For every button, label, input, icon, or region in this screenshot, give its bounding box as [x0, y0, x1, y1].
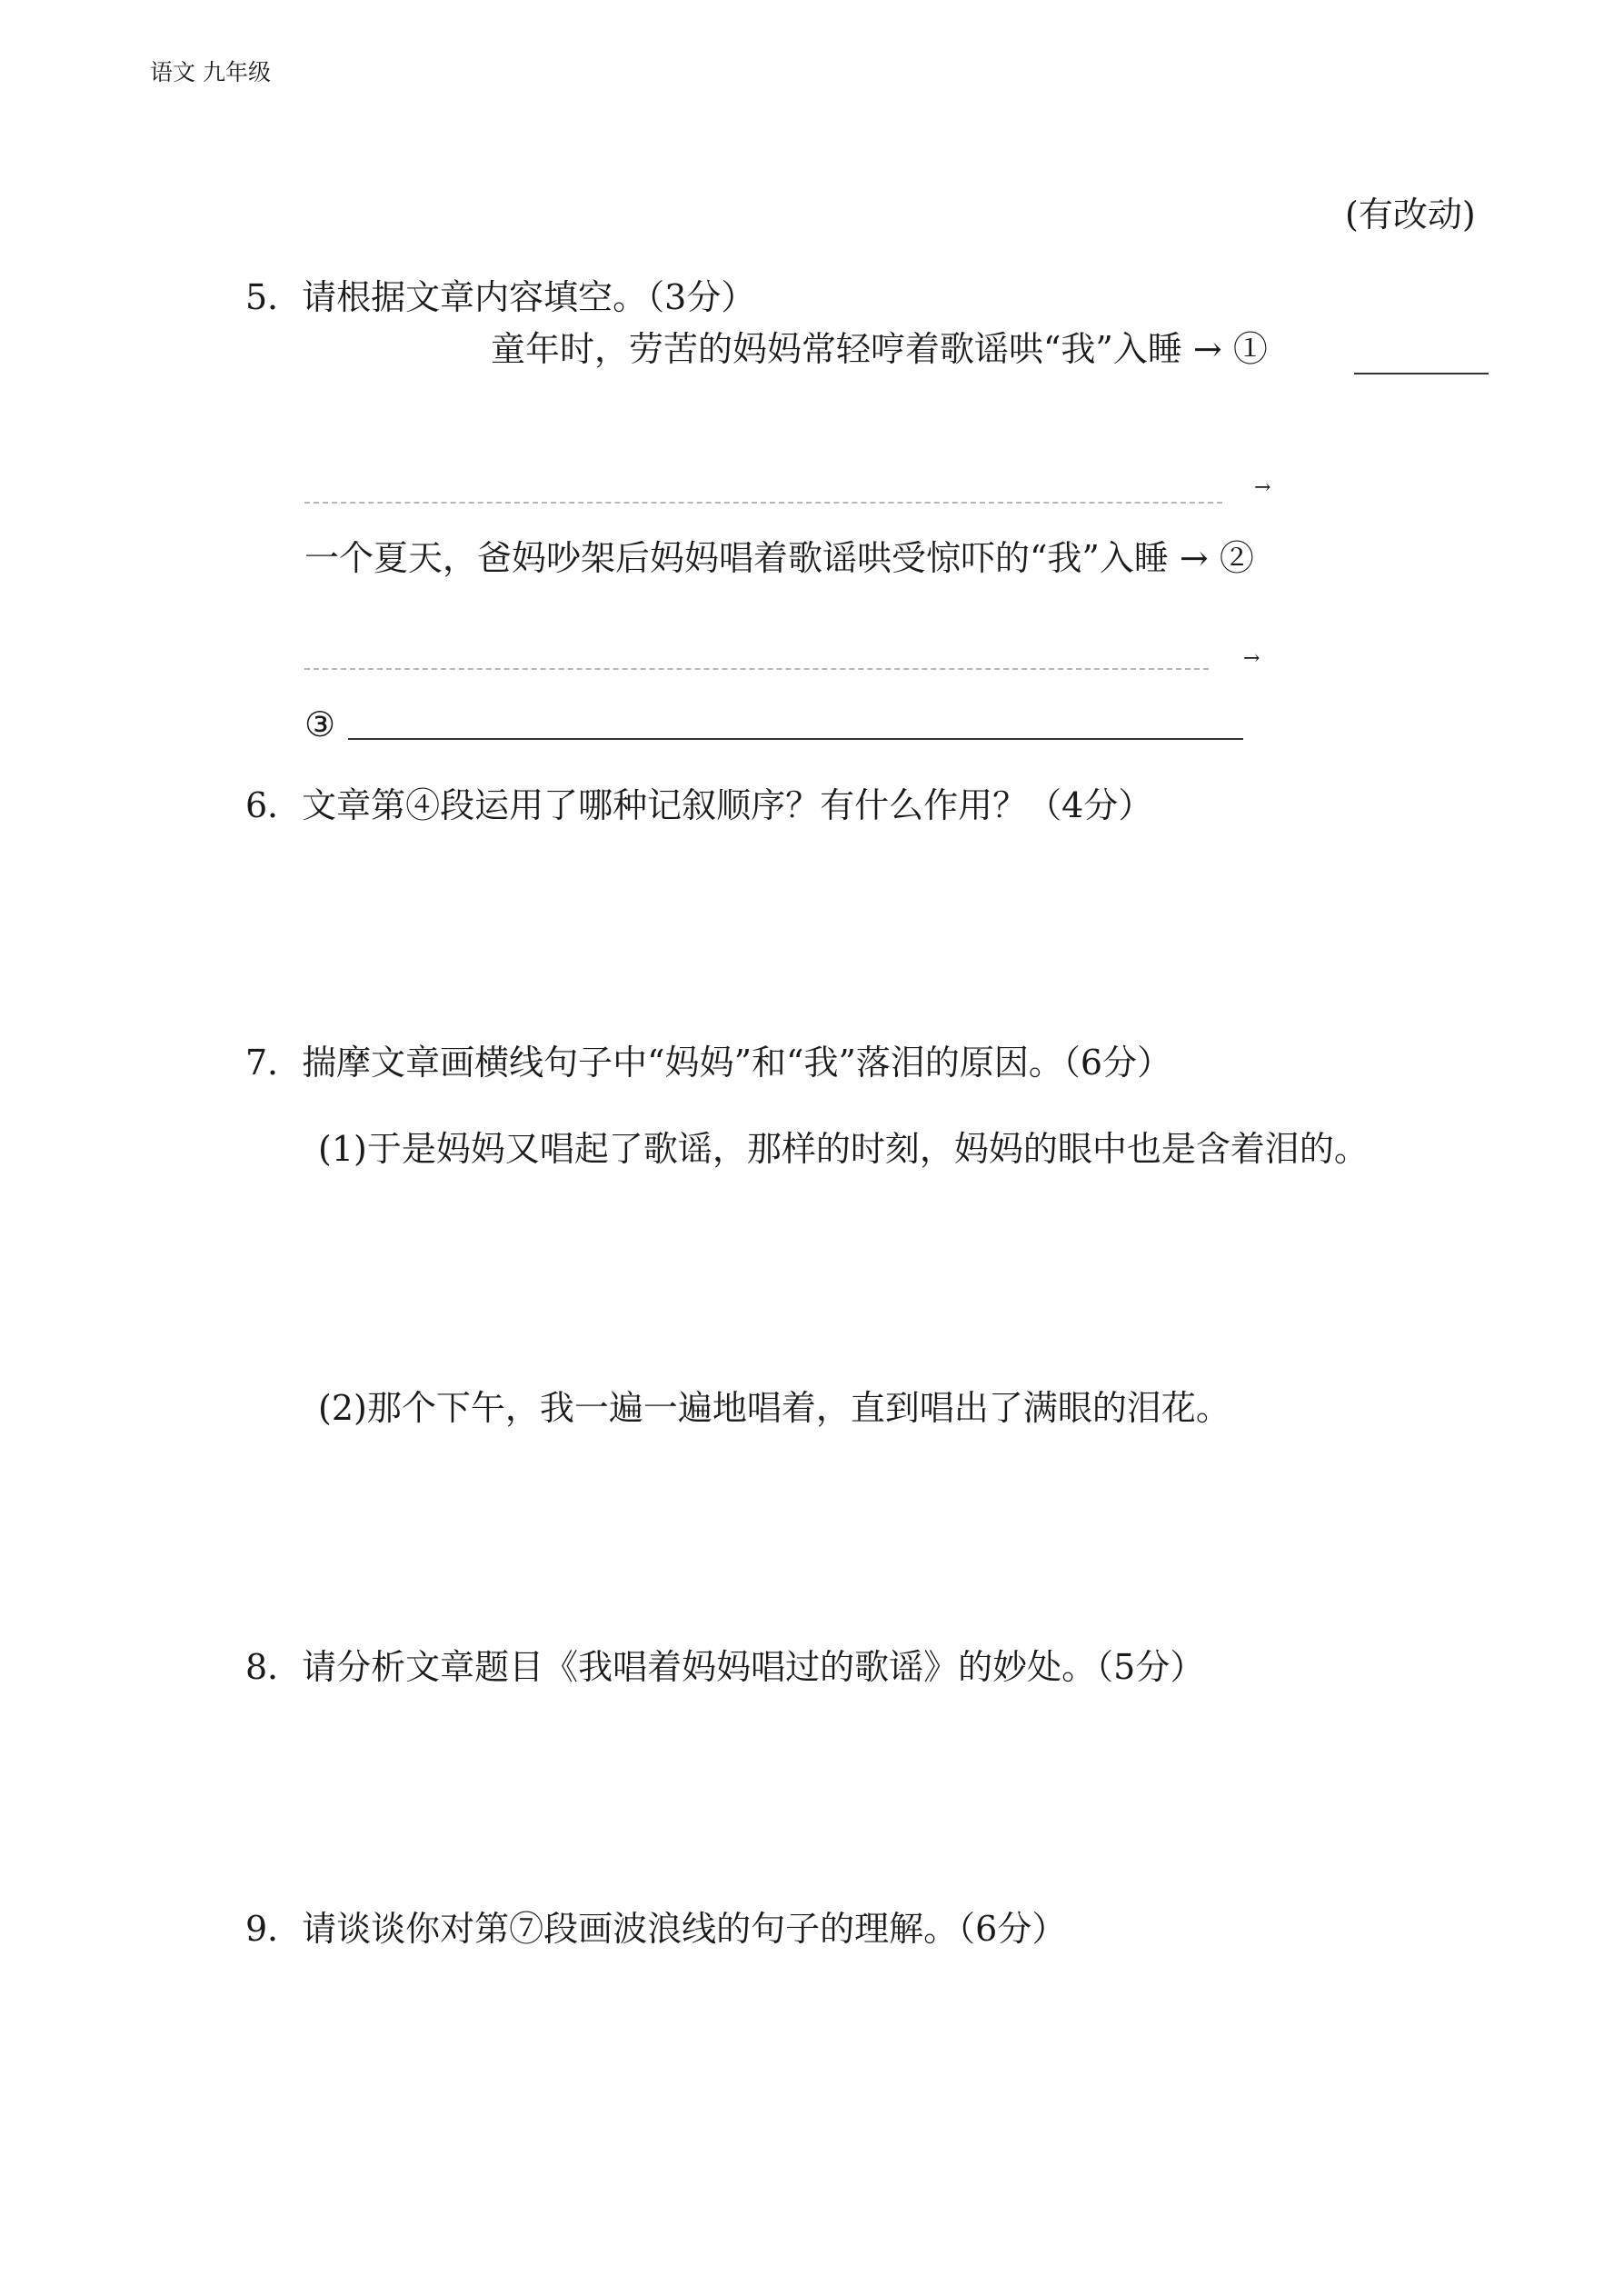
q7-sentence-2: (2)那个下午，我一遍一遍地唱着，直到唱出了满眼的泪花。	[318, 1388, 1230, 1428]
q5-line3-label: ③	[304, 704, 336, 744]
q5-line1-text: 童年时，劳苦的妈妈常轻哼着歌谣哄“我”入睡 → ①	[491, 329, 1268, 369]
q5-arrow-2: →	[1243, 647, 1260, 670]
q5-line2-text: 一个夏天，爸妈吵架后妈妈唱着歌谣哄受惊吓的“我”入睡 → ②	[304, 538, 1254, 578]
page-header-subject: 语文 九年级	[150, 59, 271, 85]
q5-arrow-1: →	[1254, 476, 1271, 499]
question-5-prompt: 5．请根据文章内容填空。（3分）	[245, 277, 756, 317]
question-9-prompt: 9．请谈谈你对第⑦段画波浪线的句子的理解。（6分）	[245, 1909, 1067, 1949]
source-note: (有改动)	[1345, 195, 1476, 235]
question-7-prompt: 7．揣摩文章画横线句子中“妈妈”和“我”落泪的原因。（6分）	[245, 1043, 1172, 1083]
q5-blank-1-underline	[1354, 373, 1489, 374]
question-8-prompt: 8．请分析文章题目《我唱着妈妈唱过的歌谣》的妙处。（5分）	[245, 1647, 1205, 1687]
q7-sentence-1: (1)于是妈妈又唱起了歌谣，那样的时刻，妈妈的眼中也是含着泪的。	[318, 1129, 1369, 1169]
question-6-prompt: 6．文章第④段运用了哪种记叙顺序？有什么作用？（4分）	[245, 785, 1153, 825]
q5-blank-1-dashed-line	[304, 502, 1222, 504]
q5-blank-3-underline	[348, 738, 1243, 740]
q5-blank-2-dashed-line	[304, 668, 1209, 670]
